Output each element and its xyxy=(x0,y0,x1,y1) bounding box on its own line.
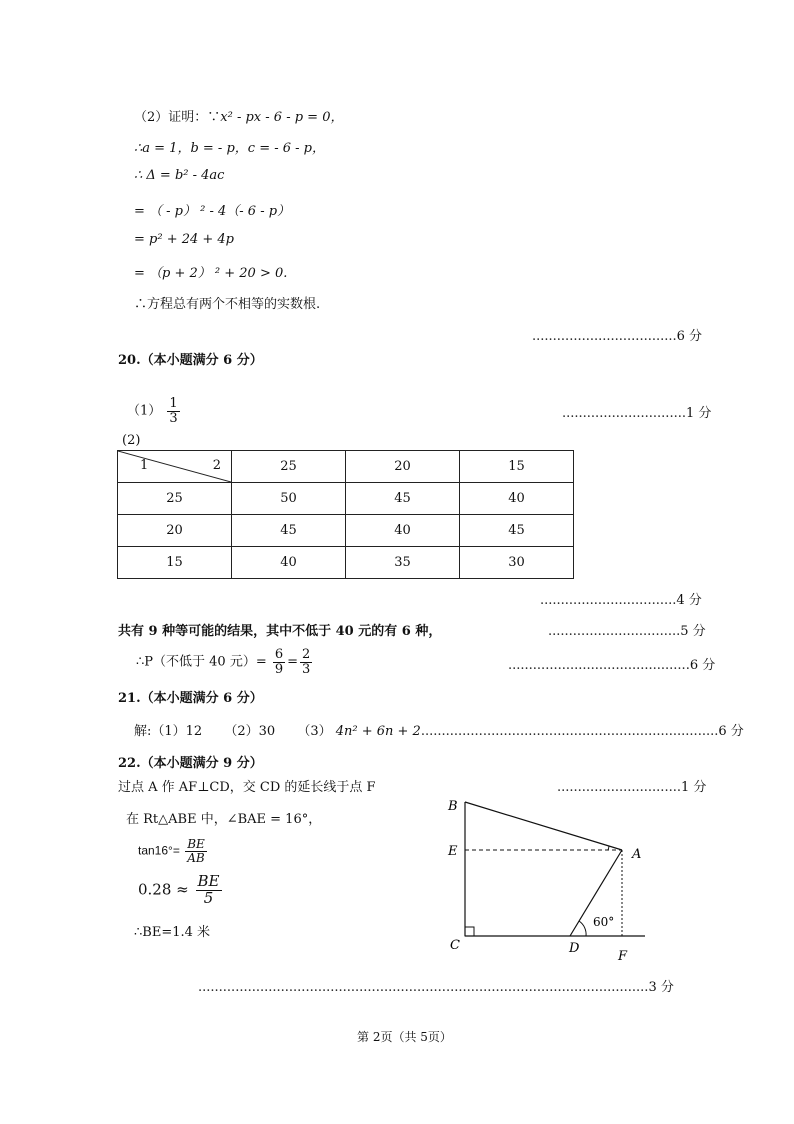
table-header-cell: 20 xyxy=(346,451,460,483)
table-header-row xyxy=(118,451,574,483)
q22-intro-score: 1 分 xyxy=(680,780,707,795)
q19-score-line: ...................................6 分 xyxy=(532,329,703,344)
table-cell: 50 xyxy=(232,483,346,515)
q20-part1 xyxy=(127,397,182,425)
q20-prob-score: 6 分 xyxy=(689,658,716,673)
q20-result-score-line: ................................5 分 xyxy=(548,624,706,639)
q20-part1-denominator: 3 xyxy=(169,410,178,426)
table-cell: 45 xyxy=(232,515,346,547)
q22-approx-denominator: 5 xyxy=(203,888,214,907)
q20-prob-score-line: ............................................6 分 xyxy=(508,658,716,673)
angle-60-label: 60° xyxy=(593,915,615,929)
q22-approx-fraction xyxy=(196,874,222,907)
table-row-header: 25 xyxy=(118,483,232,515)
q20-prob-fraction-2 xyxy=(300,648,312,676)
q20-prob-denominator-1: 9 xyxy=(274,661,284,677)
table-header-cell: 25 xyxy=(232,451,346,483)
q20-result-score: 5 分 xyxy=(680,624,706,639)
q20-result-text: 共有 9 种等可能的结果，其中不低于 40 元的有 6 种， xyxy=(118,624,442,639)
q20-table-score-line: .................................4 分 xyxy=(540,593,702,608)
q20-prob-denominator-2: 3 xyxy=(302,661,311,677)
q19-discriminant: ∴ Δ = b² - 4ac xyxy=(134,168,225,183)
q22-figure xyxy=(440,792,670,970)
table-header-cell: 15 xyxy=(460,451,574,483)
q22-triangle-line: 在 Rt△ABE 中，∠BAE = 16°， xyxy=(126,812,322,827)
q20-probability xyxy=(136,648,314,676)
q22-intro-score-line: ..............................1 分 xyxy=(557,780,707,795)
q19-prove-line xyxy=(134,106,343,125)
q21-title: 21.（本小题满分 6 分） xyxy=(118,691,263,706)
label-c: C xyxy=(450,938,460,953)
table-row-header: 15 xyxy=(118,547,232,579)
q22-title: 22.（本小题满分 9 分） xyxy=(118,756,263,771)
q20-part1-numerator: 1 xyxy=(169,396,178,411)
q22-approx-numerator: BE xyxy=(197,872,220,890)
label-e: E xyxy=(448,844,458,859)
q20-part1-fraction xyxy=(167,397,179,425)
table-row-header: 20 xyxy=(118,515,232,547)
label-b: B xyxy=(448,799,458,814)
table-cell: 45 xyxy=(346,483,460,515)
q20-part1-score: 1 分 xyxy=(685,406,712,421)
right-angle-mark xyxy=(465,927,474,936)
q21-score: 6 分 xyxy=(718,724,744,739)
q22-tan-denominator: AB xyxy=(187,850,205,865)
q22-tan-numerator: BE xyxy=(187,837,205,851)
q20-prob-fraction-1 xyxy=(273,648,285,676)
q20-prob-numerator-1: 6 xyxy=(274,647,284,662)
label-f: F xyxy=(618,949,628,964)
q22-tan-fraction xyxy=(185,838,207,864)
q22-approx-line xyxy=(138,874,224,907)
q22-score-line: .............................................................................................................3 分 xyxy=(198,980,674,995)
table-cell: 45 xyxy=(460,515,574,547)
q22-score: 3 分 xyxy=(648,980,674,995)
table-row xyxy=(118,483,574,515)
q20-part1-label: （1） xyxy=(127,403,162,419)
q21-answer-line: 解:（1）12 （2）30 （3） 4n² + 6n + 2........................................................................6 分 xyxy=(134,724,744,739)
q20-table-score: 4 分 xyxy=(676,593,702,608)
table-corner-cell xyxy=(118,451,232,483)
table-cell: 40 xyxy=(232,547,346,579)
q19-step-2: = p² + 24 + 4p xyxy=(134,232,235,247)
q19-equation: x² - px - 6 - p = 0， xyxy=(220,110,344,125)
angle-60-arc xyxy=(579,921,586,936)
q19-score: 6 分 xyxy=(676,329,703,344)
q19-conclusion: ∴方程总有两个不相等的实数根. xyxy=(134,297,321,312)
q21-answer-3-expr: 4n² + 6n + 2 xyxy=(335,724,421,739)
q20-prob-equals: = xyxy=(287,654,299,670)
table-row xyxy=(118,547,574,579)
q22-tan-line xyxy=(138,838,209,864)
line-ba xyxy=(465,802,622,850)
q20-prob-prefix: ∴P（不低于 40 元）= xyxy=(136,654,267,670)
q19-prove-label: （2）证明：∵ xyxy=(134,110,221,125)
q20-prob-numerator-2: 2 xyxy=(302,647,311,662)
q19-step-1: = （ - p） ² - 4（- 6 - p） xyxy=(134,204,291,219)
q22-intro: 过点 A 作 AF⊥CD，交 CD 的延长线于点 F xyxy=(118,780,376,795)
angle-16-arc xyxy=(608,846,609,850)
corner-label-left: 1 xyxy=(140,458,149,473)
q20-outcome-table xyxy=(117,450,574,579)
q20-title: 20.（本小题满分 6 分） xyxy=(118,353,263,368)
q20-part1-score-line: ..............................1 分 xyxy=(562,406,712,421)
q22-result: ∴BE=1.4 米 xyxy=(134,925,211,940)
table-cell: 40 xyxy=(460,483,574,515)
label-d: D xyxy=(569,941,580,956)
q19-coefficients: ∴a = 1，b = - p，c = - 6 - p， xyxy=(134,141,325,156)
corner-label-right: 2 xyxy=(212,458,221,473)
q19-step-3: = （p + 2） ² + 20 > 0. xyxy=(134,266,288,281)
table-cell: 30 xyxy=(460,547,574,579)
q21-answer-3-label: （3） xyxy=(297,724,332,739)
label-a: A xyxy=(632,847,642,862)
page-footer: 第 2页（共 5页） xyxy=(357,1030,452,1044)
q22-tan-prefix: tan16°= xyxy=(138,843,180,858)
table-cell: 35 xyxy=(346,547,460,579)
q20-part2-label: (2) xyxy=(122,433,141,448)
q22-approx-prefix: 0.28 ≈ xyxy=(138,880,189,899)
q21-answer-1: 解:（1）12 xyxy=(134,724,203,739)
table-cell: 40 xyxy=(346,515,460,547)
q21-answer-2: （2）30 xyxy=(224,724,276,739)
table-row xyxy=(118,515,574,547)
